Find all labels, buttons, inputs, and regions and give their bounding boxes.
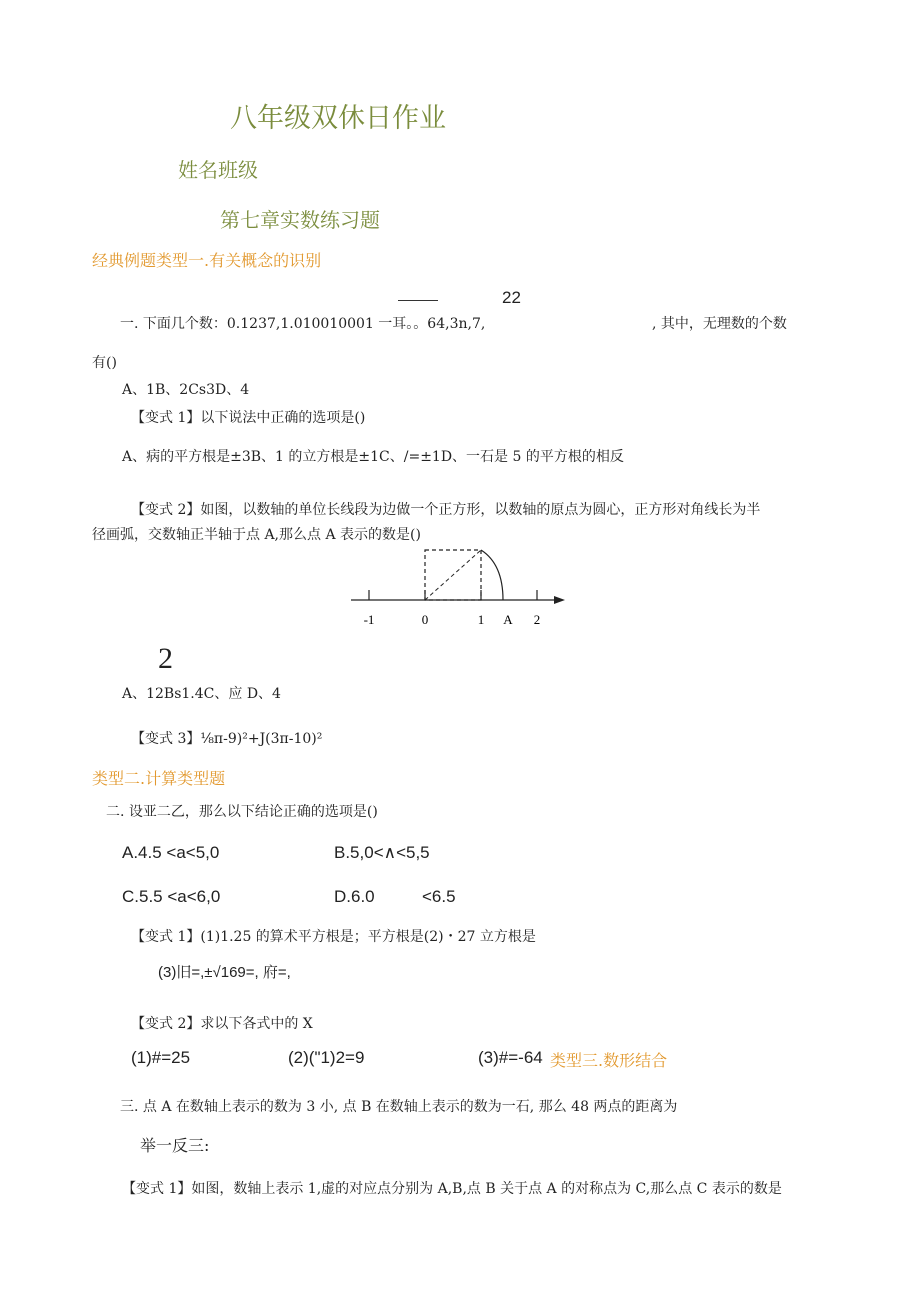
- q2-option-d-tail: <6.5: [422, 887, 456, 906]
- section3-heading: 类型三.数形结合: [550, 1051, 668, 1070]
- label-minus-one: -1: [363, 612, 375, 627]
- v1-options: A、病的平方根是±3B、1 的立方根是±1C、/=±1D、一石是 5 的平方根的相反: [122, 449, 624, 465]
- q1-text: 一. 下面几个数：0.1237,1.010010001 一耳。。64,3n,7,: [120, 316, 486, 332]
- label-one: 1: [477, 612, 485, 627]
- s2-v1-line1: 【变式 1】(1)1.25 的算术平方根是；平方根是(2)・27 立方根是: [131, 929, 536, 945]
- fraction-bar: [398, 300, 438, 301]
- section2-heading: 类型二.计算类型题: [92, 769, 226, 788]
- q3-text: 三. 点 A 在数轴上表示的数为 3 小, 点 B 在数轴上表示的数为一石, 那么 48 两点的距离为: [120, 1099, 678, 1115]
- q2-option-d: D.6.0: [334, 887, 375, 906]
- q1-text-tail: , 其中，无理数的个数: [652, 316, 787, 332]
- equation-1: (1)#=25: [131, 1048, 191, 1067]
- v2-text-line1: 【变式 2】如图，以数轴的单位长线段为边做一个正方形，以数轴的原点为圆心，正方形对角线长为半: [131, 502, 761, 518]
- equation-2: (2)("1)2=9: [288, 1048, 365, 1067]
- label-two: 2: [533, 612, 541, 627]
- q1-text-line2: 有(): [92, 355, 117, 371]
- large-numeral: 2: [158, 642, 173, 675]
- s2-v2-question: 【变式 2】求以下各式中的 X: [131, 1016, 313, 1032]
- v2-text-line2: 径画弧，交数轴正半轴于点 A,那么点 A 表示的数是(): [92, 527, 421, 543]
- square-diagonal: [425, 550, 481, 600]
- section1-heading: 经典例题类型一.有关概念的识别: [92, 251, 322, 270]
- q2-text: 二. 设亚二乙，那么以下结论正确的选项是(): [106, 804, 378, 820]
- s3-subheading: 举一反三:: [140, 1136, 210, 1155]
- chapter-title: 第七章实数练习题: [220, 208, 380, 232]
- s2-v1-line2: (3)旧=,±√169=, 府=,: [158, 964, 291, 981]
- q2-option-b: B.5,0<∧<5,5: [334, 843, 430, 862]
- compass-arc: [481, 550, 503, 600]
- v1-question: 【变式 1】以下说法中正确的选项是(): [131, 410, 366, 426]
- axis-arrow: [554, 596, 565, 604]
- number-line-figure: [345, 540, 575, 632]
- equation-3: (3)#=-64: [478, 1048, 543, 1067]
- fraction-denominators: 22: [502, 288, 521, 307]
- v2-options: A、12Bs1.4C、应 D、4: [122, 686, 281, 702]
- s3-v1-text: 【变式 1】如图，数轴上表示 1,虚的对应点分别为 A,B,点 B 关于点 A 的对称点为 C,那么点 C 表示的数是: [122, 1181, 782, 1197]
- q1-options: A、1B、2Cs3D、4: [122, 382, 250, 398]
- name-class-label: 姓名班级: [178, 158, 258, 182]
- page-title: 八年级双休日作业: [230, 103, 446, 134]
- label-zero: 0: [421, 612, 429, 627]
- v3-expression: 【变式 3】⅛π-9)²+J(3π-10)²: [131, 731, 323, 747]
- q2-option-a: A.4.5 <a<5,0: [122, 843, 220, 862]
- q2-option-c: C.5.5 <a<6,0: [122, 887, 221, 906]
- label-point-a: A: [503, 612, 513, 627]
